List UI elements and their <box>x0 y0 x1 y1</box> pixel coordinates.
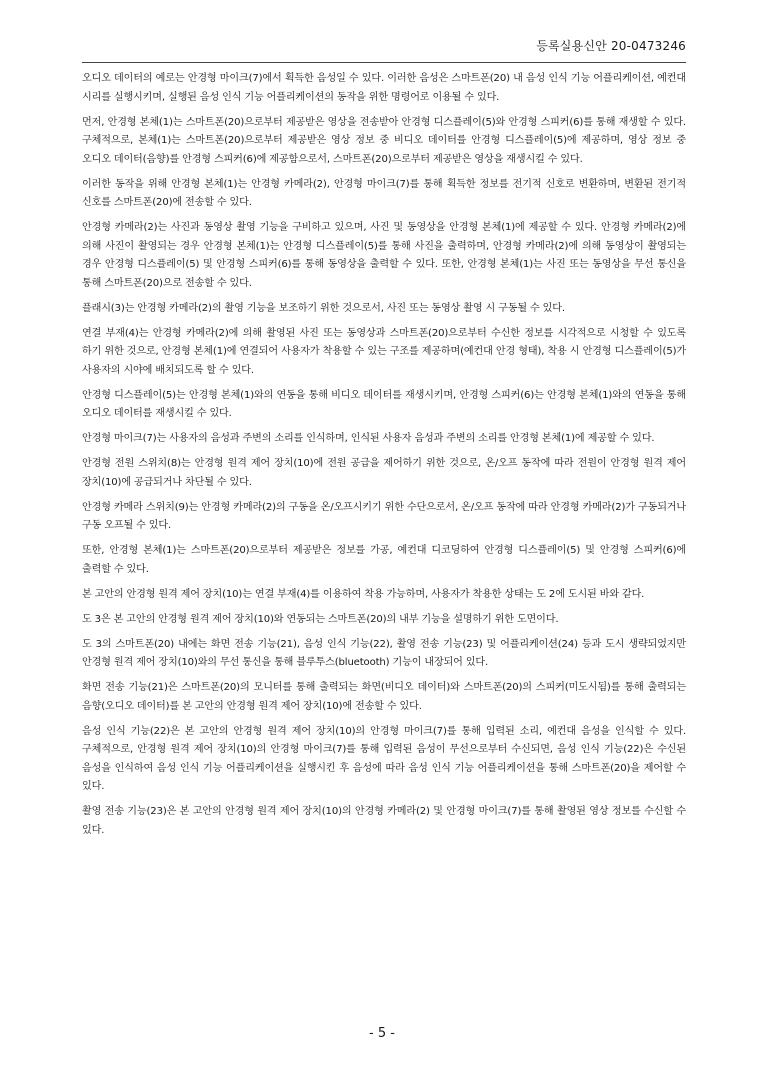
page-number: - 5 - <box>369 1026 395 1041</box>
paragraph: 안경형 마이크(7)는 사용자의 음성과 주변의 소리를 인식하며, 인식된 사용자 음성과 주변의 소리를 안경형 본체(1)에 제공할 수 있다. <box>82 433 655 444</box>
paragraph: 안경형 카메라 스위치(9)는 안경형 카메라(2)의 구동을 온/오프시키기 위한 수단으로서, 온/오프 동작에 따라 안경형 카메라(2)가 구동되거나 구동 오프될 수 있다. <box>82 501 686 531</box>
paragraph: 연결 부재(4)는 안경형 카메라(2)에 의해 촬영된 사진 또는 동영상과 스마트폰(20)으로부터 수신한 정보를 시각적으로 시청할 수 있도록 하기 위한 것으로, 안경형 본체(1)에 연결되어 사용자가 착용할 수 있는 구조를 제공하며(예컨대 안경 형태), 착용 시 안경형 디스플레이(5)가 사용자의 시야에 배치되도록 할 수 있다. <box>82 327 686 376</box>
paragraph: 안경형 디스플레이(5)는 안경형 본체(1)와의 연동을 통해 비디오 데이터를 재생시키며, 안경형 스피커(6)는 안경형 본체(1)와의 연동을 통해 오디오 데이터를 재생시킬 수 있다. <box>82 389 686 419</box>
paragraph: 또한, 안경형 본체(1)는 스마트폰(20)으로부터 제공받은 정보를 가공, 예컨대 디코딩하여 안경형 디스플레이(5) 및 안경형 스피커(6)에 출력할 수 있다. <box>82 545 686 575</box>
header-divider <box>82 62 686 63</box>
paragraph: 화면 전송 기능(21)은 스마트폰(20)의 모니터를 통해 출력되는 화면(비디오 데이터)와 스마트폰(20)의 스피커(미도시됨)를 통해 출력되는 음향(오디오 데이터)를 본 고안의 안경형 원격 제어 장치(10)에 전송할 수 있다. <box>82 682 686 712</box>
document-body <box>82 70 686 847</box>
paragraph: 도 3의 스마트폰(20) 내에는 화면 전송 기능(21), 음성 인식 기능(22), 촬영 전송 기능(23) 및 어플리케이션(24) 등과 도시 생략되었지만 안경형 원격 제어 장치(10)와의 무선 통신을 통해 블루투스(bluetooth) 기능이 내장되어 있다. <box>82 638 686 668</box>
paragraph: 이러한 동작을 위해 안경형 본체(1)는 안경형 카메라(2), 안경형 마이크(7)를 통해 획득한 정보를 전기적 신호로 변환하며, 변환된 전기적 신호를 스마트폰(20)에 전송할 수 있다. <box>82 178 686 208</box>
paragraph: 안경형 전원 스위치(8)는 안경형 원격 제어 장치(10)에 전원 공급을 제어하기 위한 것으로, 온/오프 동작에 따라 전원이 안경형 원격 제어 장치(10)에 공급되거나 차단될 수 있다. <box>82 458 686 488</box>
paragraph: 도 3은 본 고안의 안경형 원격 제어 장치(10)와 연동되는 스마트폰(20)의 내부 기능을 설명하기 위한 도면이다. <box>82 613 559 625</box>
paragraph: 안경형 카메라(2)는 사진과 동영상 촬영 기능을 구비하고 있으며, 사진 및 동영상을 안경형 본체(1)에 제공할 수 있다. 안경형 카메라(2)에 의해 사진이 촬영되는 경우 안경형 본체(1)는 안경형 디스플레이(5)를 통해 사진을 출력하며, 안경형 카메라(2)에 의해 동영상이 촬영되는 경우 안경형 디스플레이(5) 및 안경형 스피커(6)를 통해 동영상을 출력할 수 있다. 또한, 안경형 본체(1)는 사진 또는 동영상을 무선 통신을 통해 스마트폰(20)으로 전송할 수 있다. <box>82 222 686 289</box>
paragraph: 본 고안의 안경형 원격 제어 장치(10)는 연결 부재(4)를 이용하여 착용 가능하며, 사용자가 착용한 상태는 도 2에 도시된 바와 같다. <box>82 588 645 600</box>
paragraph: 플래시(3)는 안경형 카메라(2)의 촬영 기능을 보조하기 위한 것으로서, 사진 또는 동영상 촬영 시 구동될 수 있다. <box>82 302 565 314</box>
paragraph: 음성 인식 기능(22)은 본 고안의 안경형 원격 제어 장치(10)의 안경형 마이크(7)를 통해 입력된 소리, 예컨대 음성을 인식할 수 있다. 구체적으로, 안경형 원격 제어 장치(10)의 안경형 마이크(7)를 통해 입력된 음성이 무선으로부터 수신되면, 음성 인식 기능(22)은 수신된 음성을 인식하여 음성 인식 기능 어플리케이션을 실행시킨 후 음성에 따라 음성 인식 기능 어플리케이션을 통해 스마트폰(20)을 제어할 수 있다. <box>82 725 686 792</box>
paragraph: 촬영 전송 기능(23)은 본 고안의 안경형 원격 제어 장치(10)의 안경형 카메라(2) 및 안경형 마이크(7)를 통해 촬영된 영상 정보를 수신할 수 있다. <box>82 806 686 836</box>
paragraph: 오디오 데이터의 예로는 안경형 마이크(7)에서 획득한 음성일 수 있다. 이러한 음성은 스마트폰(20) 내 음성 인식 기능 어플리케이션, 예컨대 시리를 실행시키며, 실행된 음성 인식 기능 어플리케이션의 동작을 위한 명령어로 이용될 수 있다. <box>82 73 686 103</box>
document-id: 등록실용신안 20-0473246 <box>536 39 686 53</box>
paragraph: 먼저, 안경형 본체(1)는 스마트폰(20)으로부터 제공받은 영상을 전송받아 안경형 디스플레이(5)와 안경형 스피커(6)를 통해 재생할 수 있다. 구체적으로, 본체(1)는 스마트폰(20)으로부터 제공받은 영상 정보 중 비디오 데이터를 안경형 디스플레이(5)에 제공하며, 영상 정보 중 오디오 데이터(음향)를 안경형 스피커(6)에 제공함으로서, 스마트폰(20)으로부터 제공받은 영상을 재생시킬 수 있다. <box>82 116 686 165</box>
